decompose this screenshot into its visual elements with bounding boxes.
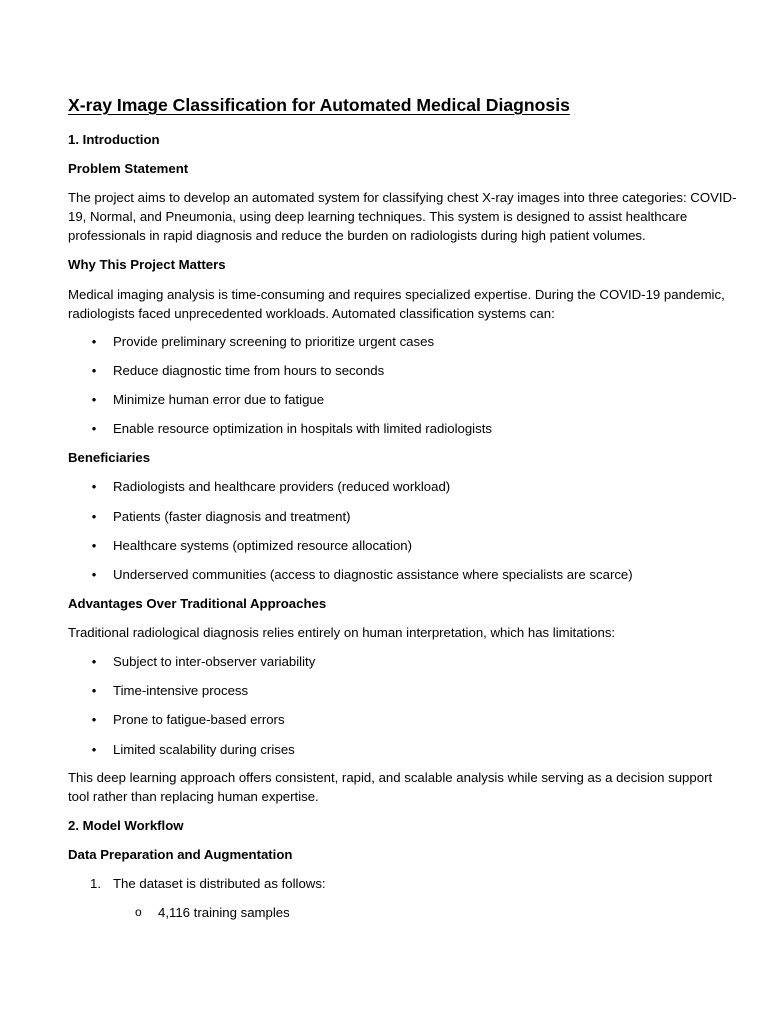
paragraph-line: This deep learning approach offers consistent, rapid, and scalable analysis while serving as a decision support	[68, 770, 713, 785]
subheading-problem-statement: Problem Statement	[68, 161, 189, 176]
list-item: Limited scalability during crises	[113, 742, 295, 757]
paragraph-line: Medical imaging analysis is time-consuming and requires specialized expertise. During the COVID-19 pandemic,	[68, 287, 725, 302]
bullet-marker: •	[91, 712, 97, 727]
list-item: Underserved communities (access to diagnostic assistance where specialists are scarce)	[113, 567, 633, 582]
paragraph-line: radiologists faced unprecedented workloads. Automated classification systems can:	[68, 306, 555, 321]
paragraph-line: professionals in rapid diagnosis and reduce the burden on radiologists during high patient volumes.	[68, 228, 646, 243]
bullet-marker: •	[91, 392, 97, 407]
paragraph-line: The project aims to develop an automated system for classifying chest X-ray images into three categories: COVID-	[68, 190, 737, 205]
subheading-beneficiaries: Beneficiaries	[68, 450, 151, 465]
bullet-marker: •	[91, 683, 97, 698]
list-item: Patients (faster diagnosis and treatment)	[113, 509, 351, 524]
bullet-marker: •	[91, 479, 97, 494]
bullet-marker: •	[91, 509, 97, 524]
list-item: Enable resource optimization in hospitals with limited radiologists	[113, 421, 492, 436]
bullet-marker: •	[91, 742, 97, 757]
subheading-advantages: Advantages Over Traditional Approaches	[68, 596, 327, 611]
paragraph-line: 19, Normal, and Pneumonia, using deep learning techniques. This system is designed to assist healthcare	[68, 209, 688, 224]
list-item: Provide preliminary screening to prioritize urgent cases	[113, 334, 435, 349]
sub-bullet-marker: o	[135, 905, 142, 919]
sub-list-item: 4,116 training samples	[158, 905, 290, 920]
list-item: The dataset is distributed as follows:	[113, 876, 326, 891]
bullet-marker: •	[91, 654, 97, 669]
subheading-why-project-matters: Why This Project Matters	[68, 257, 226, 272]
bullet-marker: •	[91, 567, 97, 582]
document-title: X-ray Image Classification for Automated Medical Diagnosis	[68, 95, 570, 115]
list-number: 1.	[90, 876, 101, 891]
paragraph-line: Traditional radiological diagnosis relies entirely on human interpretation, which has limitations:	[68, 625, 616, 640]
section-heading-model-workflow: 2. Model Workflow	[68, 818, 184, 833]
list-item: Radiologists and healthcare providers (reduced workload)	[113, 479, 451, 494]
list-item: Time-intensive process	[113, 683, 249, 698]
paragraph-line: tool rather than replacing human expertise.	[68, 789, 319, 804]
list-item: Reduce diagnostic time from hours to seconds	[113, 363, 385, 378]
section-heading-introduction: 1. Introduction	[68, 132, 160, 147]
list-item: Healthcare systems (optimized resource allocation)	[113, 538, 413, 553]
bullet-marker: •	[91, 334, 97, 349]
list-item: Subject to inter-observer variability	[113, 654, 316, 669]
bullet-marker: •	[91, 421, 97, 436]
bullet-marker: •	[91, 363, 97, 378]
list-item: Prone to fatigue-based errors	[113, 712, 285, 727]
bullet-marker: •	[91, 538, 97, 553]
subheading-data-preparation: Data Preparation and Augmentation	[68, 847, 293, 862]
list-item: Minimize human error due to fatigue	[113, 392, 325, 407]
